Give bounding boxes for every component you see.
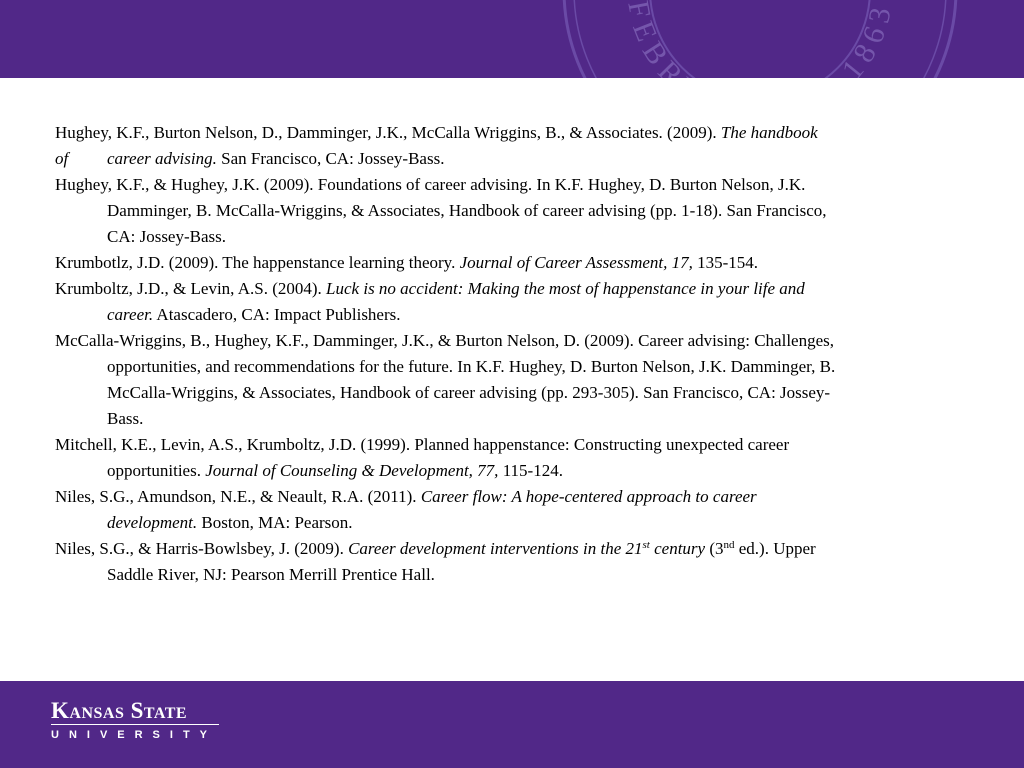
reference-line	[55, 224, 975, 250]
italic-title-text: career.	[107, 305, 154, 324]
reference-entry	[55, 172, 975, 250]
reference-entry	[55, 250, 975, 276]
reference-text: Damminger, B. McCalla-Wriggins, & Associates, Handbook of career advising (pp. 1-18). San Francisco,	[107, 201, 827, 220]
header-bar	[0, 0, 1024, 130]
italic-title-text: Career development interventions in the 21	[348, 539, 643, 558]
italic-title-text: Luck is no accident: Making the most of happenstance in your life and	[326, 279, 805, 298]
reference-entry	[55, 484, 975, 536]
reference-line	[55, 484, 975, 510]
university-seal-watermark	[560, 0, 960, 130]
reference-line	[55, 536, 975, 562]
reference-line	[55, 380, 975, 406]
kansas-state-logo[interactable]	[51, 699, 219, 741]
reference-entry	[55, 120, 975, 172]
reference-text: San Francisco, CA: Jossey-Bass.	[216, 149, 445, 168]
logo-wordmark: Kansas State	[51, 698, 188, 723]
logo-subtitle: UNIVERSITY	[51, 729, 218, 741]
reference-text: Atascadero, CA: Impact Publishers.	[153, 305, 401, 324]
reference-line	[55, 432, 975, 458]
reference-line	[55, 120, 975, 146]
reference-text: Bass.	[107, 409, 144, 428]
reference-entry	[55, 276, 975, 328]
reference-text: Krumbotlz, J.D. (2009). The happenstance learning theory.	[55, 253, 460, 272]
reference-line	[55, 406, 975, 432]
reference-line	[55, 562, 975, 588]
reference-line	[55, 172, 975, 198]
reference-text: CA: Jossey-Bass.	[107, 227, 227, 246]
reference-line	[55, 302, 975, 328]
reference-text: Saddle River, NJ: Pearson Merrill Prentice Hall.	[107, 565, 435, 584]
reference-text: Niles, S.G., Amundson, N.E., & Neault, R.A. (2011).	[55, 487, 421, 506]
reference-line	[55, 250, 975, 276]
reference-line	[55, 328, 975, 354]
logo-divider	[51, 724, 219, 725]
italic-title-text: century	[649, 539, 706, 558]
seal-text	[621, 0, 899, 130]
reference-entry	[55, 328, 975, 432]
reference-line	[55, 276, 975, 302]
reference-entry	[55, 536, 975, 588]
seal-text-path: FEBRUARY 16, 1863	[621, 0, 899, 130]
reference-text: McCalla-Wriggins, B., Hughey, K.F., Damminger, J.K., & Burton Nelson, D. (2009). Career advising: Challenges,	[55, 331, 834, 350]
italic-title-text: Journal of Counseling & Development, 77,	[205, 461, 499, 480]
footer-bar	[0, 681, 1024, 768]
reference-text: Niles, S.G., & Harris-Bowlsbey, J. (2009).	[55, 539, 349, 558]
italic-title-text: Career flow: A hope-centered approach to career	[420, 487, 757, 506]
reference-text: opportunities.	[107, 461, 206, 480]
italic-title-text: The handbook	[720, 123, 818, 142]
reference-text: 135-154.	[692, 253, 759, 272]
reference-text: opportunities, and recommendations for the future. In K.F. Hughey, D. Burton Nelson, J.K. Damminger, B.	[107, 357, 836, 376]
reference-entry	[55, 432, 975, 484]
italic-title-text: career advising.	[107, 149, 217, 168]
reference-list	[55, 120, 975, 588]
superscript-text: st	[642, 539, 650, 551]
reference-text: Mitchell, K.E., Levin, A.S., Krumboltz, J.D. (1999). Planned happenstance: Constructing unexpected career	[55, 435, 790, 454]
superscript-text: nd	[723, 539, 735, 551]
reference-line	[55, 458, 975, 484]
reference-line	[55, 146, 975, 172]
reference-text: Krumboltz, J.D., & Levin, A.S. (2004).	[55, 279, 327, 298]
reference-text: ed.). Upper	[734, 539, 816, 558]
italic-title-text: of	[55, 149, 69, 168]
reference-text: Hughey, K.F., Burton Nelson, D., Damminger, J.K., McCalla Wriggins, B., & Associates. (2009).	[55, 123, 721, 142]
reference-line	[55, 510, 975, 536]
italic-title-text: development.	[107, 513, 198, 532]
reference-text: Boston, MA: Pearson.	[197, 513, 353, 532]
reference-text: 115-124.	[498, 461, 563, 480]
reference-line	[55, 198, 975, 224]
reference-line	[55, 354, 975, 380]
reference-text: Hughey, K.F., & Hughey, J.K. (2009). Foundations of career advising. In K.F. Hughey, D. Burton Nelson, J.K.	[55, 175, 806, 194]
italic-title-text: Journal of Career Assessment, 17,	[459, 253, 693, 272]
reference-text: (3	[705, 539, 724, 558]
reference-text: McCalla-Wriggins, & Associates, Handbook of career advising (pp. 293-305). San Francisco, CA: Jossey-	[107, 383, 831, 402]
